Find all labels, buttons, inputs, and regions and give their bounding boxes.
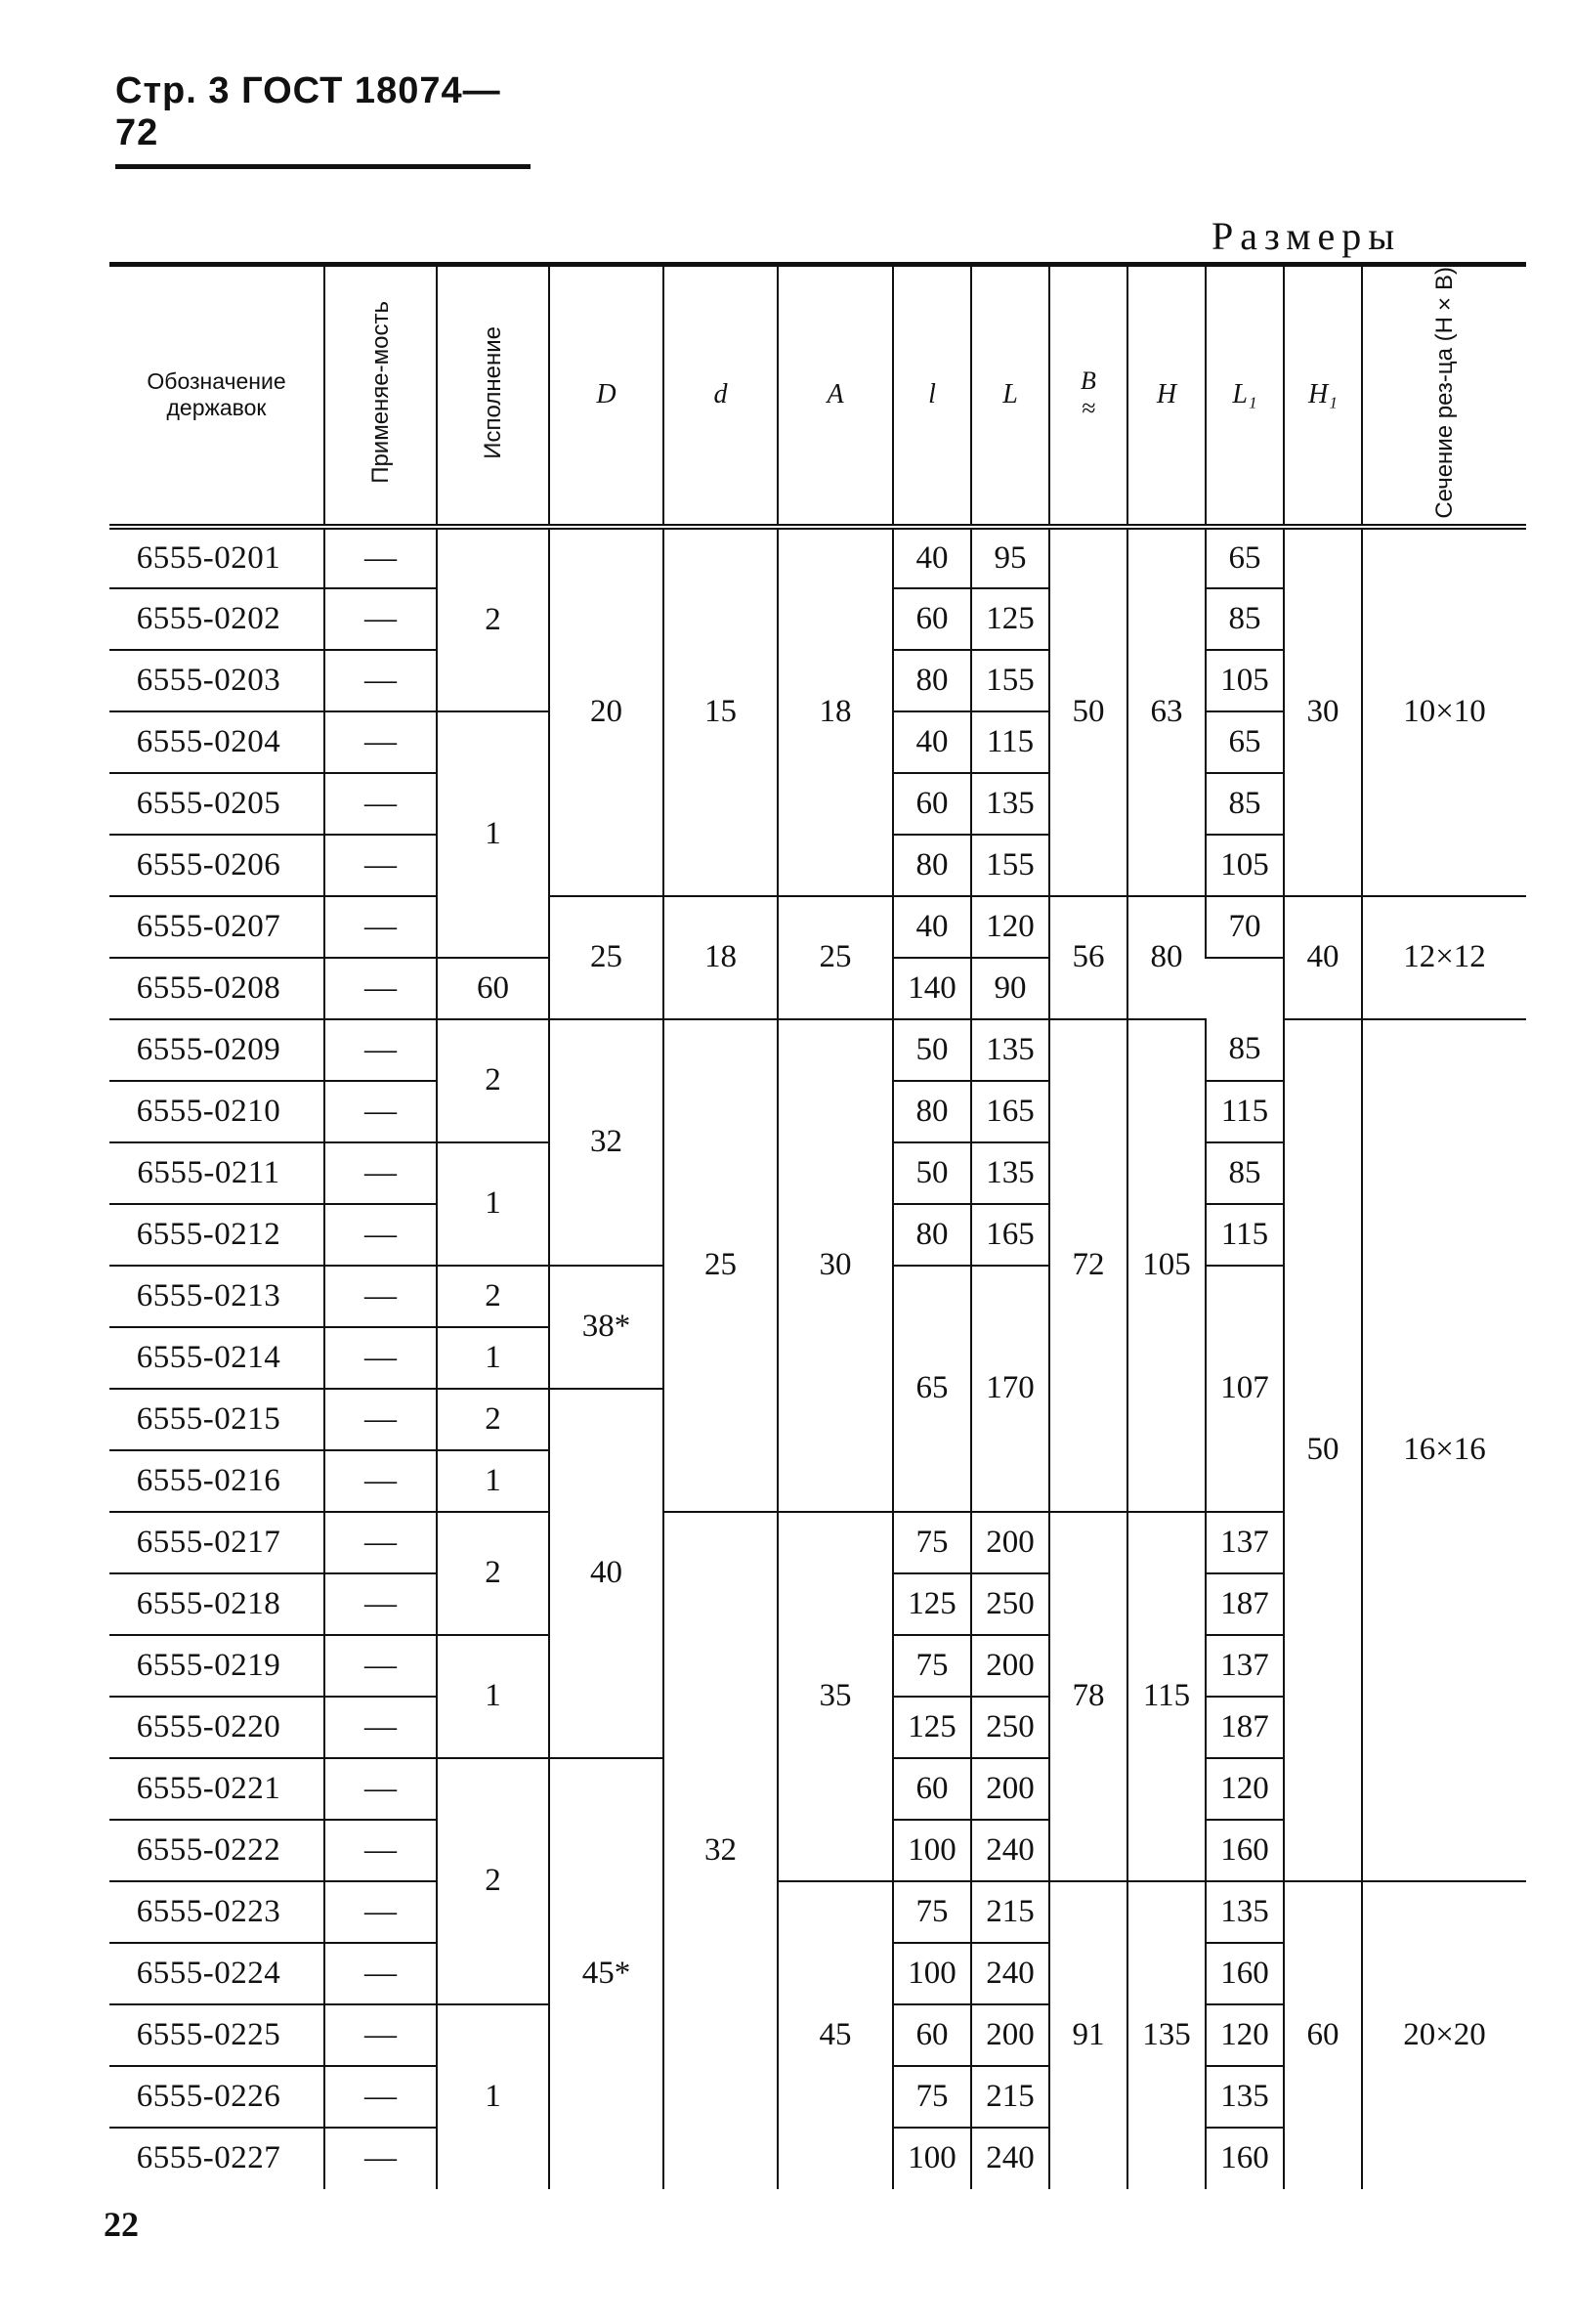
l-cell: 75 bbox=[893, 1881, 971, 1943]
holder-code-cell: 6555-0222 bbox=[109, 1820, 324, 1881]
L1-cell: 107 bbox=[1206, 1266, 1284, 1512]
L1-cell: 65 bbox=[1206, 711, 1284, 773]
L1-cell: 137 bbox=[1206, 1635, 1284, 1697]
section-cell: 16×16 bbox=[1362, 1019, 1526, 1881]
holder-code-cell: 6555-0213 bbox=[109, 1266, 324, 1327]
applicability-cell: — bbox=[324, 2004, 437, 2066]
L1-cell: 70 bbox=[1206, 896, 1284, 958]
page-number: 22 bbox=[104, 2205, 139, 2244]
header-version: Исполнение bbox=[437, 265, 549, 527]
applicability-cell: — bbox=[324, 1758, 437, 1820]
L1-cell: 120 bbox=[1206, 2004, 1284, 2066]
applicability-cell: — bbox=[324, 2066, 437, 2128]
holder-code-cell: 6555-0210 bbox=[109, 1081, 324, 1142]
L1-cell: 85 bbox=[1206, 1142, 1284, 1204]
L1-cell: 115 bbox=[1206, 1204, 1284, 1266]
version-cell: 2 bbox=[437, 527, 549, 711]
applicability-cell: — bbox=[324, 1266, 437, 1327]
l-cell: 80 bbox=[893, 1081, 971, 1142]
holder-code-cell: 6555-0216 bbox=[109, 1450, 324, 1512]
L1-cell: 135 bbox=[1206, 1881, 1284, 1943]
l-cell: 80 bbox=[893, 650, 971, 711]
applicability-cell: — bbox=[324, 1019, 437, 1081]
applicability-cell: — bbox=[324, 1820, 437, 1881]
holder-code-cell: 6555-0221 bbox=[109, 1758, 324, 1820]
L-cell: 200 bbox=[971, 2004, 1049, 2066]
table-row bbox=[109, 1881, 1526, 1943]
holder-code-cell: 6555-0211 bbox=[109, 1142, 324, 1204]
A-cell: 18 bbox=[778, 527, 893, 896]
L1-cell: 135 bbox=[1206, 2066, 1284, 2128]
holder-code-cell: 6555-0201 bbox=[109, 527, 324, 588]
holder-code-cell: 6555-0215 bbox=[109, 1389, 324, 1450]
L-cell: 240 bbox=[971, 2128, 1049, 2189]
H-cell: 115 bbox=[1127, 1512, 1206, 1881]
l-cell: 65 bbox=[893, 1266, 971, 1512]
L-cell: 135 bbox=[971, 1019, 1049, 1081]
page-header: Стр. 3 ГОСТ 18074—72 bbox=[115, 70, 531, 169]
A-cell: 25 bbox=[778, 896, 893, 1019]
sizes-label: Размеры bbox=[1212, 214, 1402, 258]
holder-code-cell: 6555-0206 bbox=[109, 835, 324, 896]
version-cell: 2 bbox=[437, 1512, 549, 1635]
L-cell: 95 bbox=[971, 527, 1049, 588]
L-cell: 155 bbox=[971, 835, 1049, 896]
l-cell: 100 bbox=[893, 1820, 971, 1881]
l-cell: 60 bbox=[893, 588, 971, 650]
holder-code-cell: 6555-0220 bbox=[109, 1697, 324, 1758]
L-cell: 125 bbox=[971, 588, 1049, 650]
L-cell: 200 bbox=[971, 1758, 1049, 1820]
holder-code-cell: 6555-0217 bbox=[109, 1512, 324, 1573]
l-cell: 75 bbox=[893, 1635, 971, 1697]
section-cell: 10×10 bbox=[1362, 527, 1526, 896]
applicability-cell: — bbox=[324, 958, 437, 1019]
L-cell: 200 bbox=[971, 1512, 1049, 1573]
l-cell: 40 bbox=[893, 711, 971, 773]
applicability-cell: — bbox=[324, 650, 437, 711]
D-cell: 38* bbox=[549, 1266, 663, 1389]
header-d: d bbox=[663, 265, 778, 527]
B-cell: 91 bbox=[1049, 1881, 1127, 2189]
applicability-cell: — bbox=[324, 773, 437, 835]
A-cell: 30 bbox=[778, 1019, 893, 1512]
H-cell: 80 bbox=[1127, 896, 1206, 1019]
applicability-cell: — bbox=[324, 711, 437, 773]
holder-code-cell: 6555-0225 bbox=[109, 2004, 324, 2066]
B-cell: 78 bbox=[1049, 1512, 1127, 1881]
holder-code-cell: 6555-0209 bbox=[109, 1019, 324, 1081]
L1-cell: 90 bbox=[971, 958, 1049, 1019]
L1-cell: 160 bbox=[1206, 1820, 1284, 1881]
version-cell: 1 bbox=[437, 1142, 549, 1266]
holder-code-cell: 6555-0207 bbox=[109, 896, 324, 958]
D-cell: 45* bbox=[549, 1758, 663, 2189]
header-H: H bbox=[1127, 265, 1206, 527]
version-cell: 1 bbox=[437, 711, 549, 958]
applicability-cell: — bbox=[324, 2128, 437, 2189]
applicability-cell: — bbox=[324, 1389, 437, 1450]
L1-cell: 105 bbox=[1206, 835, 1284, 896]
holder-code-cell: 6555-0226 bbox=[109, 2066, 324, 2128]
H-cell: 105 bbox=[1127, 1019, 1206, 1512]
version-cell: 1 bbox=[437, 1327, 549, 1389]
H1-cell: 30 bbox=[1284, 527, 1362, 896]
applicability-cell: — bbox=[324, 835, 437, 896]
header-section: Сечение рез-ца (H×B) bbox=[1362, 265, 1526, 527]
L1-cell: 160 bbox=[1206, 2128, 1284, 2189]
holder-code-cell: 6555-0214 bbox=[109, 1327, 324, 1389]
L-cell: 135 bbox=[971, 1142, 1049, 1204]
l-cell: 125 bbox=[893, 1697, 971, 1758]
L-cell: 215 bbox=[971, 1881, 1049, 1943]
holder-code-cell: 6555-0223 bbox=[109, 1881, 324, 1943]
L-cell: 200 bbox=[971, 1635, 1049, 1697]
holders-table bbox=[109, 262, 1526, 2189]
holder-code-cell: 6555-0204 bbox=[109, 711, 324, 773]
applicability-cell: — bbox=[324, 1943, 437, 2004]
l-cell: 125 bbox=[893, 1573, 971, 1635]
L-cell: 115 bbox=[971, 711, 1049, 773]
applicability-cell: — bbox=[324, 1450, 437, 1512]
header-designation: Обозначение державок bbox=[109, 265, 324, 527]
D-cell: 32 bbox=[549, 1019, 663, 1266]
applicability-cell: — bbox=[324, 1635, 437, 1697]
l-cell: 75 bbox=[893, 2066, 971, 2128]
H-cell: 135 bbox=[1127, 1881, 1206, 2189]
H1-cell: 40 bbox=[1284, 896, 1362, 1019]
version-cell: 2 bbox=[437, 1758, 549, 2004]
l-cell: 60 bbox=[437, 958, 549, 1019]
L1-cell: 105 bbox=[1206, 650, 1284, 711]
header-applicability: Применяе-мость bbox=[324, 265, 437, 527]
section-cell: 20×20 bbox=[1362, 1881, 1526, 2189]
L1-cell: 85 bbox=[1206, 1019, 1284, 1081]
A-cell: 35 bbox=[778, 1512, 893, 1881]
L1-cell: 160 bbox=[1206, 1943, 1284, 2004]
l-cell: 100 bbox=[893, 2128, 971, 2189]
version-cell: 1 bbox=[437, 1450, 549, 1512]
B-cell: 56 bbox=[1049, 896, 1127, 1019]
table-row bbox=[109, 527, 1526, 588]
l-cell: 50 bbox=[893, 1142, 971, 1204]
L1-cell: 137 bbox=[1206, 1512, 1284, 1573]
H1-cell: 50 bbox=[1284, 1019, 1362, 1881]
L-cell: 155 bbox=[971, 650, 1049, 711]
L-cell: 120 bbox=[971, 896, 1049, 958]
holder-code-cell: 6555-0205 bbox=[109, 773, 324, 835]
d-cell: 15 bbox=[663, 527, 778, 896]
L-cell: 240 bbox=[971, 1820, 1049, 1881]
L-cell: 140 bbox=[893, 958, 971, 1019]
applicability-cell: — bbox=[324, 527, 437, 588]
D-cell: 25 bbox=[549, 896, 663, 1019]
applicability-cell: — bbox=[324, 588, 437, 650]
header-H1: H₁ bbox=[1284, 265, 1362, 527]
A-cell: 45 bbox=[778, 1881, 893, 2189]
version-cell: 2 bbox=[437, 1266, 549, 1327]
section-cell: 12×12 bbox=[1362, 896, 1526, 1019]
table-row bbox=[109, 1019, 1526, 1081]
L-cell: 250 bbox=[971, 1697, 1049, 1758]
applicability-cell: — bbox=[324, 1697, 437, 1758]
L-cell: 215 bbox=[971, 2066, 1049, 2128]
header-L1: L₁ bbox=[1206, 265, 1284, 527]
applicability-cell: — bbox=[324, 1081, 437, 1142]
L1-cell: 120 bbox=[1206, 1758, 1284, 1820]
L1-cell: 85 bbox=[1206, 773, 1284, 835]
version-cell: 1 bbox=[437, 1635, 549, 1758]
holder-code-cell: 6555-0227 bbox=[136, 2140, 281, 2176]
holder-code-cell: 6555-0218 bbox=[109, 1573, 324, 1635]
applicability-cell: — bbox=[324, 1512, 437, 1573]
D-cell: 40 bbox=[549, 1389, 663, 1758]
B-cell: 50 bbox=[1049, 527, 1127, 896]
B-cell: 72 bbox=[1049, 1019, 1127, 1512]
applicability-cell: — bbox=[324, 896, 437, 958]
holder-code-cell: 6555-0202 bbox=[109, 588, 324, 650]
l-cell: 60 bbox=[893, 2004, 971, 2066]
header-B: B ≈ bbox=[1049, 265, 1127, 527]
L1-cell: 187 bbox=[1206, 1573, 1284, 1635]
holder-code-cell: 6555-0208 bbox=[109, 958, 324, 1019]
l-cell: 60 bbox=[893, 1758, 971, 1820]
table-header-row bbox=[109, 265, 1526, 527]
header-D: D bbox=[549, 265, 663, 527]
version-cell: 2 bbox=[437, 1389, 549, 1450]
H1-cell: 60 bbox=[1284, 1881, 1362, 2189]
applicability-cell: — bbox=[324, 1573, 437, 1635]
L1-cell: 115 bbox=[1206, 1081, 1284, 1142]
holder-code-cell: 6555-0203 bbox=[109, 650, 324, 711]
version-cell: 1 bbox=[437, 2004, 549, 2189]
applicability-cell: — bbox=[324, 1204, 437, 1266]
L-cell: 170 bbox=[971, 1266, 1049, 1512]
d-cell: 18 bbox=[663, 896, 778, 1019]
applicability-cell: — bbox=[324, 1142, 437, 1204]
L1-cell: 85 bbox=[1206, 588, 1284, 650]
L-cell: 240 bbox=[971, 1943, 1049, 2004]
header-L: L bbox=[971, 265, 1049, 527]
table-row bbox=[109, 896, 1526, 958]
L-cell: 250 bbox=[971, 1573, 1049, 1635]
L1-cell: 187 bbox=[1206, 1697, 1284, 1758]
l-cell: 50 bbox=[893, 1019, 971, 1081]
l-cell: 80 bbox=[893, 1204, 971, 1266]
d-cell: 32 bbox=[663, 1512, 778, 2189]
L-cell: 135 bbox=[971, 773, 1049, 835]
version-cell: 2 bbox=[437, 1019, 549, 1142]
l-cell: 40 bbox=[893, 896, 971, 958]
L1-cell: 65 bbox=[1206, 527, 1284, 588]
L-cell: 165 bbox=[971, 1204, 1049, 1266]
table-body bbox=[109, 527, 1526, 2189]
holder-code-cell: 6555-0224 bbox=[109, 1943, 324, 2004]
applicability-cell: — bbox=[324, 1881, 437, 1943]
l-cell: 40 bbox=[893, 527, 971, 588]
l-cell: 75 bbox=[893, 1512, 971, 1573]
header-l: l bbox=[893, 265, 971, 527]
l-cell: 80 bbox=[893, 835, 971, 896]
holder-code-cell: 6555-0219 bbox=[109, 1635, 324, 1697]
l-cell: 60 bbox=[893, 773, 971, 835]
L-cell: 165 bbox=[971, 1081, 1049, 1142]
applicability-cell: — bbox=[324, 1327, 437, 1389]
H-cell: 63 bbox=[1127, 527, 1206, 896]
header-A: A bbox=[778, 265, 893, 527]
l-cell: 100 bbox=[893, 1943, 971, 2004]
holder-code-cell: 6555-0212 bbox=[109, 1204, 324, 1266]
d-cell: 25 bbox=[663, 1019, 778, 1512]
D-cell: 20 bbox=[549, 527, 663, 896]
